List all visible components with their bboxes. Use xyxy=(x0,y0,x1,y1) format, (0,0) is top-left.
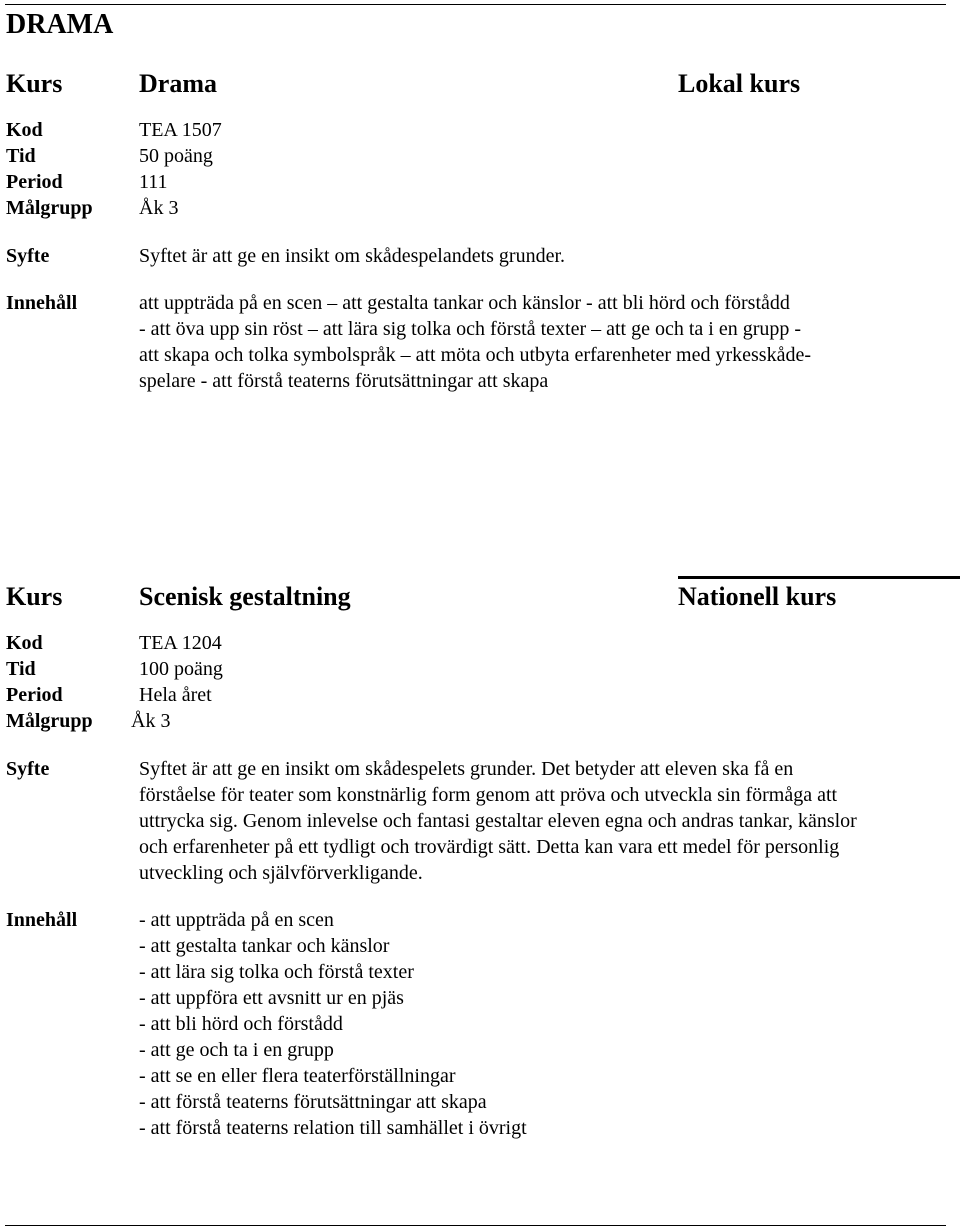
innehall-line: att uppträda på en scen – att gestalta tankar och känslor - att bli hörd och förstådd xyxy=(139,292,790,314)
top-rule xyxy=(5,4,946,5)
tid-label: Tid xyxy=(6,658,36,680)
meta-row-kod xyxy=(6,630,956,656)
course-header xyxy=(6,67,956,101)
list-item: - att förstå teaterns förutsättningar att skapa xyxy=(139,1091,487,1113)
syfte-text xyxy=(139,756,954,886)
innehall-text xyxy=(139,290,954,394)
innehall-label: Innehåll xyxy=(6,909,78,931)
meta-row-tid xyxy=(6,143,956,169)
innehall-line: spelare - att förstå teaterns förutsättningar att skapa xyxy=(139,370,549,392)
syfte-line: och erfarenheter på ett tydligt och trovärdigt sätt. Detta kan vara ett medel för personlig xyxy=(139,836,840,858)
course-meta xyxy=(6,630,956,734)
list-item: - att bli hörd och förstådd xyxy=(139,1013,343,1035)
course-name: Scenisk gestaltning xyxy=(139,582,351,611)
meta-row-malgrupp xyxy=(6,195,956,221)
course-label: Kurs xyxy=(6,69,63,98)
list-item: - att uppträda på en scen xyxy=(139,909,334,931)
document-title: DRAMA xyxy=(6,9,114,40)
period-label: Period xyxy=(6,684,63,706)
syfte-section xyxy=(6,756,956,886)
innehall-line: - att öva upp sin röst – att lära sig tolka och förstå texter – att ge och ta i en grupp - xyxy=(139,318,802,340)
syfte-line: Syftet är att ge en insikt om skådespelets grunder. Det betyder att eleven ska få en xyxy=(139,758,794,780)
meta-row-kod xyxy=(6,117,956,143)
meta-row-tid xyxy=(6,656,956,682)
meta-row-malgrupp xyxy=(6,708,956,734)
course-type: Nationell kurs xyxy=(678,582,837,611)
syfte-line: Syftet är att ge en insikt om skådespelandets grunder. xyxy=(139,245,566,267)
innehall-text xyxy=(139,907,954,1141)
tid-label: Tid xyxy=(6,145,36,167)
syfte-line: förståelse för teater som konstnärlig form genom att pröva och utveckla sin förmåga att xyxy=(139,784,838,806)
syfte-line: uttrycka sig. Genom inlevelse och fantasi gestaltar eleven egna och andras tankar, känslor xyxy=(139,810,857,832)
tid-value: 100 poäng xyxy=(139,658,223,680)
course-name: Drama xyxy=(139,69,217,98)
period-value: Hela året xyxy=(139,684,212,706)
malgrupp-value: Åk 3 xyxy=(139,197,179,219)
course-label: Kurs xyxy=(6,582,63,611)
syfte-label: Syfte xyxy=(6,758,50,780)
list-item: - att uppföra ett avsnitt ur en pjäs xyxy=(139,987,404,1009)
kod-label: Kod xyxy=(6,119,43,141)
innehall-label: Innehåll xyxy=(6,292,78,314)
course-drama xyxy=(6,67,956,394)
syfte-line: utveckling och självförverkligande. xyxy=(139,862,423,884)
section-divider-rule xyxy=(678,576,960,579)
course-type: Lokal kurs xyxy=(678,69,801,98)
kod-value: TEA 1204 xyxy=(139,632,222,654)
period-label: Period xyxy=(6,171,63,193)
syfte-text xyxy=(139,243,954,269)
syfte-label: Syfte xyxy=(6,245,50,267)
innehall-section xyxy=(6,907,956,1141)
kod-label: Kod xyxy=(6,632,43,654)
malgrupp-value: Åk 3 xyxy=(131,710,171,732)
course-scenisk-gestaltning xyxy=(6,580,956,1141)
innehall-list xyxy=(139,907,954,1141)
list-item: - att lära sig tolka och förstå texter xyxy=(139,961,414,983)
list-item: - att förstå teaterns relation till samhället i övrigt xyxy=(139,1117,527,1139)
innehall-line: att skapa och tolka symbolspråk – att möta och utbyta erfarenheter med yrkesskåde- xyxy=(139,344,811,366)
course-header xyxy=(6,580,956,614)
kod-value: TEA 1507 xyxy=(139,119,222,141)
list-item: - att gestalta tankar och känslor xyxy=(139,935,390,957)
period-value: 111 xyxy=(139,171,168,193)
syfte-section xyxy=(6,243,956,269)
innehall-section xyxy=(6,290,956,394)
list-item: - att se en eller flera teaterförställningar xyxy=(139,1065,456,1087)
tid-value: 50 poäng xyxy=(139,145,213,167)
malgrupp-label: Målgrupp xyxy=(6,710,93,732)
malgrupp-label: Målgrupp xyxy=(6,197,93,219)
list-item: - att ge och ta i en grupp xyxy=(139,1039,334,1061)
bottom-rule xyxy=(5,1225,946,1226)
meta-row-period xyxy=(6,169,956,195)
meta-row-period xyxy=(6,682,956,708)
course-meta xyxy=(6,117,956,221)
